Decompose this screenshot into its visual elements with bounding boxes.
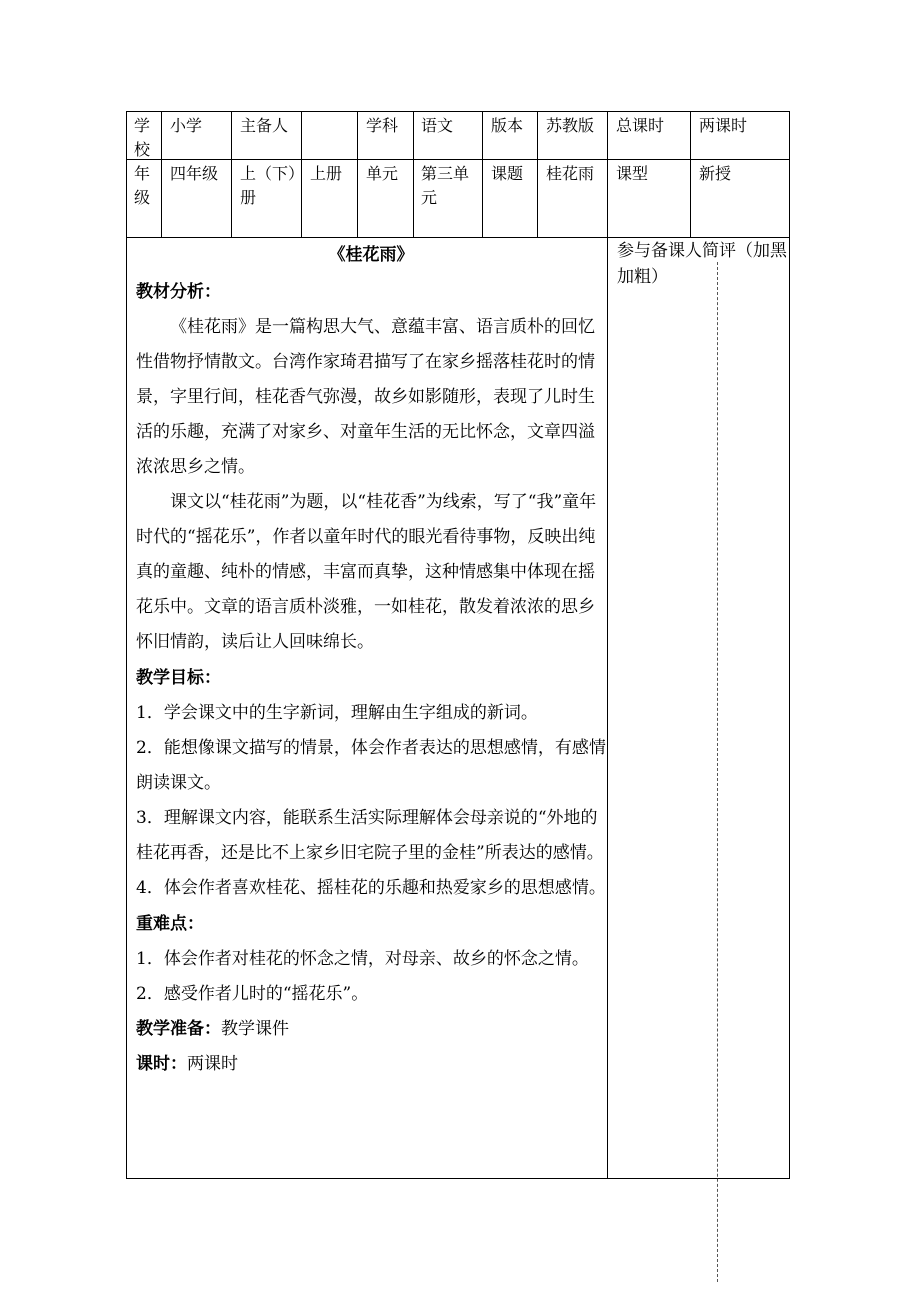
- lesson-title: 《桂花雨》: [328, 245, 414, 265]
- cell-unit-label: 单元: [366, 164, 399, 183]
- cell-grade-label: 年级: [134, 164, 151, 207]
- class-hours-value: 两课时: [187, 1054, 238, 1074]
- table-border-left: [126, 111, 127, 1179]
- col-divider: [161, 111, 162, 237]
- cell-school-label: 学校: [134, 116, 151, 159]
- table-border-bottom: [126, 1178, 790, 1179]
- key-point-item: 1．体会作者对桂花的怀念之情，对母亲、故乡的怀念之情。: [136, 949, 589, 969]
- cell-topic-label: 课题: [491, 164, 524, 183]
- goal-item: 3．理解课文内容，能联系生活实际理解体会母亲说的“外地的桂花再香，还是比不上家乡旧宅院子里的金桂”所表达的感情。: [136, 808, 604, 863]
- table-border-right: [789, 111, 790, 1179]
- col-divider: [482, 111, 483, 237]
- cell-volume-value: 上册: [310, 164, 343, 183]
- col-divider: [357, 111, 358, 237]
- cell-subject-label: 学科: [366, 116, 399, 135]
- col-divider: [537, 111, 538, 237]
- cell-volume-label: 上（下）册: [240, 164, 297, 207]
- cell-edition-value: 苏教版: [546, 116, 595, 135]
- cell-preparer-label: 主备人: [240, 116, 289, 135]
- goal-item: 4．体会作者喜欢桂花、摇桂花的乐趣和热爱家乡的思想感情。: [136, 878, 606, 898]
- analysis-heading: 教材分析：: [136, 282, 221, 302]
- goals-heading: 教学目标：: [136, 668, 221, 688]
- col-divider: [690, 111, 691, 237]
- class-hours-label: 课时：: [136, 1054, 187, 1074]
- col-divider: [607, 111, 608, 237]
- dashed-guide-line: [717, 262, 718, 1282]
- cell-subject-value: 语文: [421, 116, 454, 135]
- goal-item: 1．学会课文中的生字新词，理解由生字组成的新词。: [136, 703, 538, 723]
- main-side-divider: [607, 237, 608, 1179]
- key-points-heading: 重难点：: [136, 914, 204, 934]
- cell-type-label: 课型: [616, 164, 649, 183]
- col-divider: [413, 111, 414, 237]
- goal-item: 2．能想像课文描写的情景，体会作者表达的思想感情，有感情朗读课文。: [136, 738, 606, 793]
- analysis-paragraph-1: 《桂花雨》是一篇构思大气、意蕴丰富、语言质朴的回忆性借物抒情散文。台湾作家琦君描写了在家乡摇落桂花时的情景，字里行间，桂花香气弥漫，故乡如影随形，表现了儿时生活的乐趣，充满了对家乡、对童年生活的无比怀念，文章四溢浓浓思乡之情。: [136, 317, 595, 477]
- key-point-item: 2．感受作者儿时的“摇花乐”。: [136, 984, 369, 1004]
- col-divider: [301, 111, 302, 237]
- cell-total-hours-value: 两课时: [699, 116, 748, 135]
- teaching-prep: [136, 1012, 606, 1047]
- cell-school-value: 小学: [170, 116, 203, 135]
- cell-edition-label: 版本: [491, 116, 524, 135]
- class-hours: [136, 1047, 606, 1082]
- col-divider: [231, 111, 232, 237]
- cell-grade-value: 四年级: [170, 164, 219, 183]
- analysis-paragraph-2: 课文以“桂花雨”为题，以“桂花香”为线索，写了“我”童年时代的“摇花乐”，作者以童年时代的眼光看待事物，反映出纯真的童趣、纯朴的情感，丰富而真挚，这种情感集中体现在摇花乐中。文章的语言质朴淡雅，一如桂花，散发着浓浓的思乡怀旧情韵，读后让人回味绵长。: [136, 492, 597, 652]
- cell-type-value: 新授: [699, 164, 732, 183]
- teaching-prep-label: 教学准备：: [136, 1019, 221, 1039]
- teaching-prep-value: 教学课件: [221, 1019, 289, 1039]
- lesson-plan-body: [136, 240, 606, 1082]
- reviewer-comment-header: 参与备课人简评（加黑加粗）: [617, 241, 787, 287]
- cell-unit-value: 第三单元: [421, 164, 470, 207]
- cell-total-hours-label: 总课时: [616, 116, 665, 135]
- cell-topic-value: 桂花雨: [546, 164, 595, 183]
